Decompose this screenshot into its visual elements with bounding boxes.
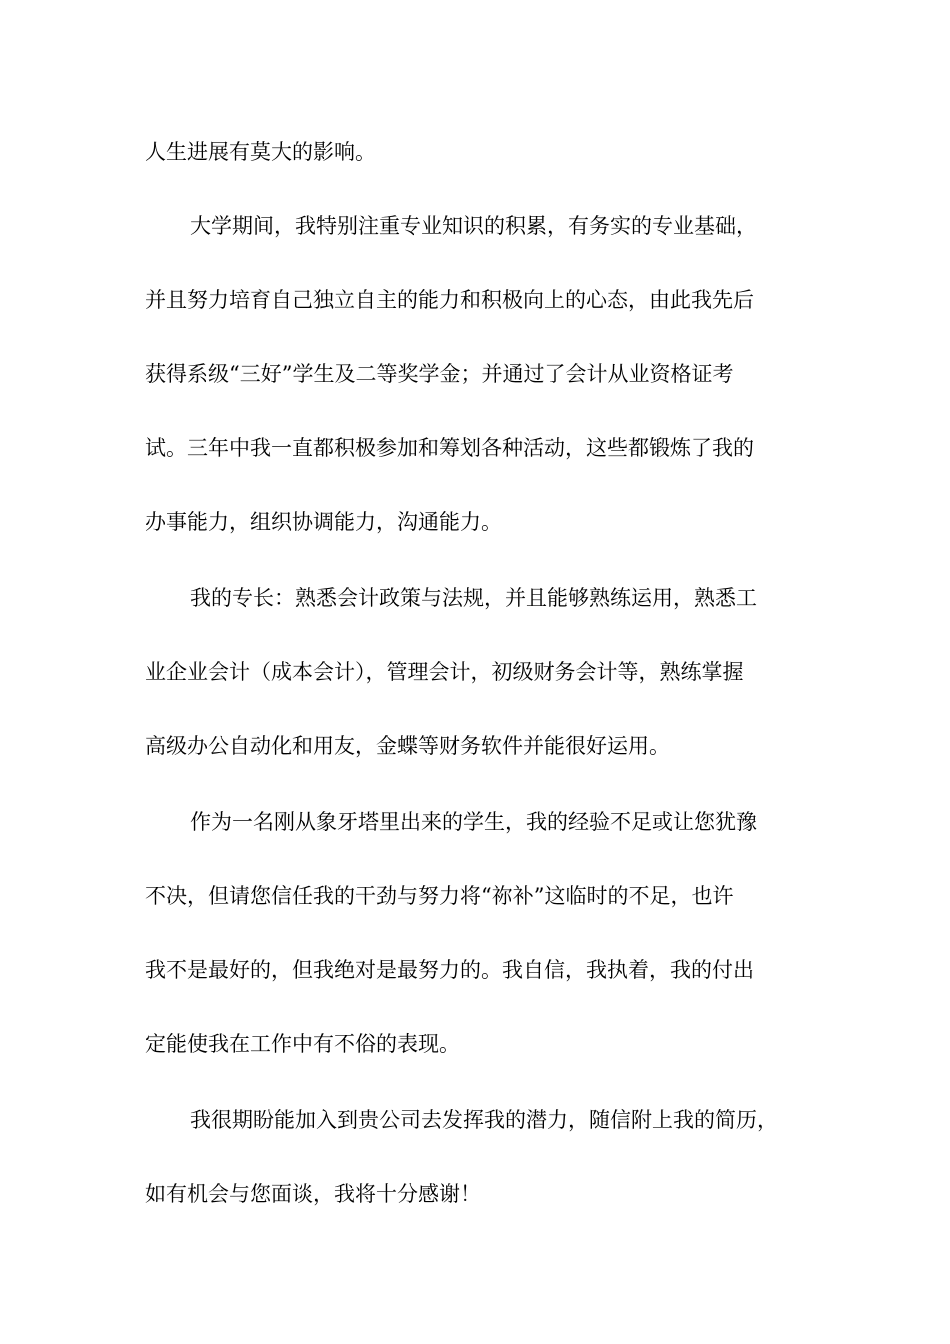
text-line: 定能使我在工作中有不俗的表现。 — [145, 1032, 460, 1056]
text-line: 业企业会计（成本会计），管理会计，初级财务会计等，熟练掌握 — [145, 660, 744, 684]
paragraph-first-line: 作为一名刚从象牙塔里出来的学生，我的经验不足或让您犹豫 — [190, 810, 757, 834]
text-line: 高级办公自动化和用友，金蝶等财务软件并能很好运用。 — [145, 734, 670, 758]
text-line: 获得系级“三好”学生及二等奖学金；并通过了会计从业资格证考 — [145, 362, 734, 386]
paragraph-first-line: 我的专长：熟悉会计政策与法规，并且能够熟练运用，熟悉工 — [190, 586, 757, 610]
text-line: 如有机会与您面谈，我将十分感谢！ — [145, 1182, 481, 1206]
text-line: 人生进展有莫大的影响。 — [145, 140, 376, 164]
text-line: 试。三年中我一直都积极参加和筹划各种活动，这些都锻炼了我的 — [145, 436, 754, 460]
text-line: 我不是最好的，但我绝对是最努力的。我自信，我执着，我的付出 — [145, 958, 754, 982]
text-line: 并且努力培育自己独立自主的能力和积极向上的心态，由此我先后 — [145, 288, 754, 312]
paragraph-first-line: 我很期盼能加入到贵公司去发挥我的潜力，随信附上我的简历， — [190, 1108, 778, 1132]
text-line: 办事能力，组织协调能力，沟通能力。 — [145, 510, 502, 534]
text-line: 不决，但请您信任我的干劲与努力将“祢补”这临时的不足，也许 — [145, 884, 734, 908]
paragraph-first-line: 大学期间，我特别注重专业知识的积累，有务实的专业基础， — [190, 214, 757, 238]
